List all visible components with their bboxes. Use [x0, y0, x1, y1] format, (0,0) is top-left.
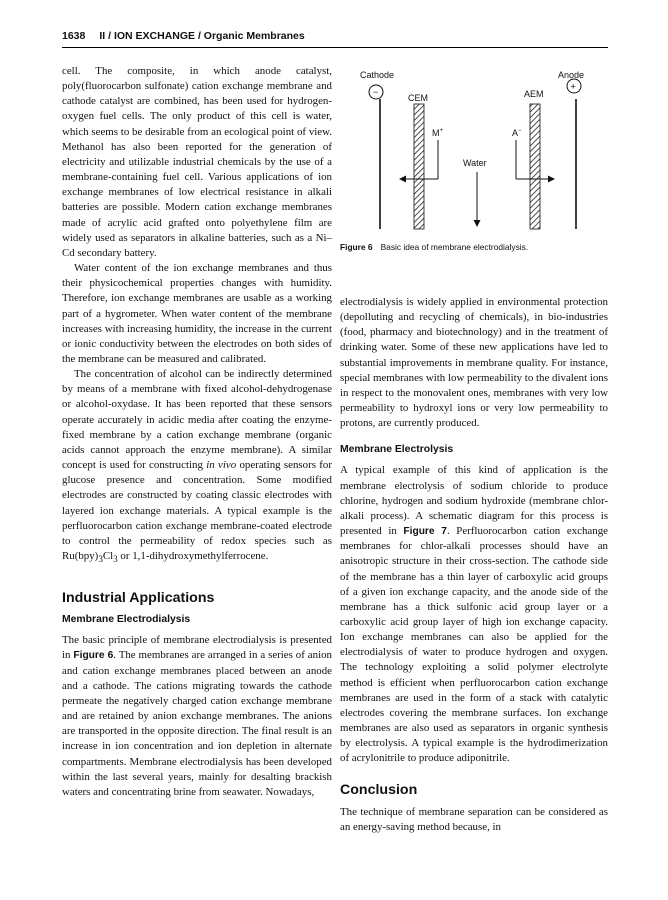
paragraph-sensors: The concentration of alcohol can be indirectly determined by means of a membrane with fixed alcohol-dehydrogenase or alcohol-oxydase. It has been reported that these sensors operate accurately in acidic media after coating the enzyme-fixed membrane by a cation exchange membrane (organic acids cannot approach the enzyme membrane). A similar concept is used for constructing in vivo operating sensors for glucose presence and concentration. Some modified electrodes are constructed by coating classic electrodes with layered ion exchange materials. A typical example is the perfluorocarbon cation exchange membrane-coated electrode to control the permeability of redox species such as $Ru(bpy)_3Cl_3$ or 1,1-dihydroxymethylferrocene. [62, 368, 332, 565]
page-number: 1638 [62, 30, 86, 42]
figure-7-reference[interactable]: Figure 7 [403, 526, 447, 538]
figure-6-reference[interactable]: Figure 6 [73, 650, 114, 662]
paragraph-conclusion: The technique of membrane separation can be considered as an energy-saving method because, in [340, 805, 608, 833]
figure-6 [340, 64, 608, 294]
figure-6-caption [340, 242, 608, 252]
caption-text: Basic idea of membrane electrodialysis. [380, 242, 529, 252]
header-rule [62, 47, 608, 48]
plus-sign: + [570, 81, 576, 92]
running-title: II / ION EXCHANGE / Organic Membranes [99, 30, 305, 42]
anode-label: Anode [558, 70, 585, 80]
paragraph-fuel-cells: cell. The composite, in which anode catalyst, poly(fluorocarbon sulfonate) cation exchange membrane and cathode catalyst are combined, has been used for hydrogen-oxygen fuel cells. The only product of this cell is water, which seems to be desirable from an ecological point of view. Methanol has also been reported for the generation of electricity and utilizable industrial chemicals by the use of a membrane-containing fuel cell. Various applications of ion exchange membranes of low electrical resistance in alkali batteries are possible. Modern cation exchange membranes made of acrylic acid grafted onto polyethylene film are widely used as separators in alkaline batteries, such as a Ni–Cd secondary battery. [62, 65, 332, 259]
paragraph-hygrometer: Water content of the ion exchange membranes and thus their physicochemical properties changes with humidity. Therefore, ion exchange membranes are usable as a working part of a hygrometer. When water content of the membrane increases with increasing humidity, the increase in the current or ionic conductivity between the electrodes on both sides of the membrane can be measured and calibrated. [62, 262, 332, 365]
left-column [62, 64, 332, 800]
electrodialysis-diagram [340, 64, 608, 239]
cation-label: M+ [432, 128, 444, 138]
minus-sign: − [373, 87, 379, 97]
anion-exchange-membrane [530, 104, 540, 229]
heading-conclusion: Conclusion [340, 781, 418, 798]
paragraph-applications: electrodialysis is widely applied in environmental protection (depolluting and recycling of chemicals), in bio-industries (food, pharmacy and biotechnology) and in the treatment of drinking water. Some of these new applications have led to substantial improvements in membrane quality. For instance, special membranes with low permeability to the divalent ions in respect to the monovalent ones, membranes with very low permeability to hydroxyl ions or very low permeability to protons, are currently produced. [340, 296, 608, 430]
aem-label: AEM [524, 89, 544, 99]
heading-membrane-electrodialysis: Membrane Electrodialysis [62, 614, 191, 626]
cathode-label: Cathode [360, 70, 395, 80]
paragraph-electrodialysis: The basic principle of membrane electrodialysis is presented in Figure 6. The membranes are arranged in a series of anion and cation exchange membranes placed between an anode and a cathode. The cations migrating towards the cathode permeate the negatively charged cation exchange membrane and are retained by anion exchange membranes. The anions are transported in the opposite direction. The final result is an increase in ion concentration and ion depletion in alternate compartments. Membrane electrodialysis has been developed within the last several years, mainly for desalting brackish waters and concentrating brine from seawater. Nowadays, [62, 634, 332, 798]
heading-industrial-applications: Industrial Applications [62, 590, 215, 607]
right-column [340, 295, 608, 835]
cem-label: CEM [408, 93, 428, 103]
caption-label: Figure 6 [340, 242, 373, 252]
italic-in-vivo: in vivo [206, 459, 237, 472]
paragraph-electrolysis: A typical example of this kind of application is the membrane electrolysis of sodium chloride to produce chlorine, hydrogen and sodium hydroxide (membrane chlor-alkali process). A schematic diagram for this process is presented in Figure 7. Perfluorocarbon cation exchange membranes for chlor-alkali processes should have an anisotropic structure in their cross-section. The cathode side of the membrane has a thin layer of carboxylic acid groups of a given ion exchange capacity, and the anode side of the membrane has a thick sulfonic acid group layer or a carboxylic acid group layer of high ion exchange capacity. Ion exchange membranes can also be applied for the electrodialysis of water to produce hydrogen and oxygen. The technology exploiting a solid polymer electrolyte method is efficient when perfluorocarbon cation exchange membranes are used in the form of a stack with catalytic electrodes covering the membrane surfaces. Ion exchange membranes are also used as separators in organic synthesis by electrolysis. A typical example is the hydrodimerization of acrylonitrile to produce adiponitrile. [340, 464, 608, 765]
anion-label: A− [512, 128, 522, 138]
heading-membrane-electrolysis: Membrane Electrolysis [340, 444, 454, 456]
cation-exchange-membrane [414, 104, 424, 229]
running-header [62, 30, 608, 44]
water-label: Water [463, 158, 487, 168]
